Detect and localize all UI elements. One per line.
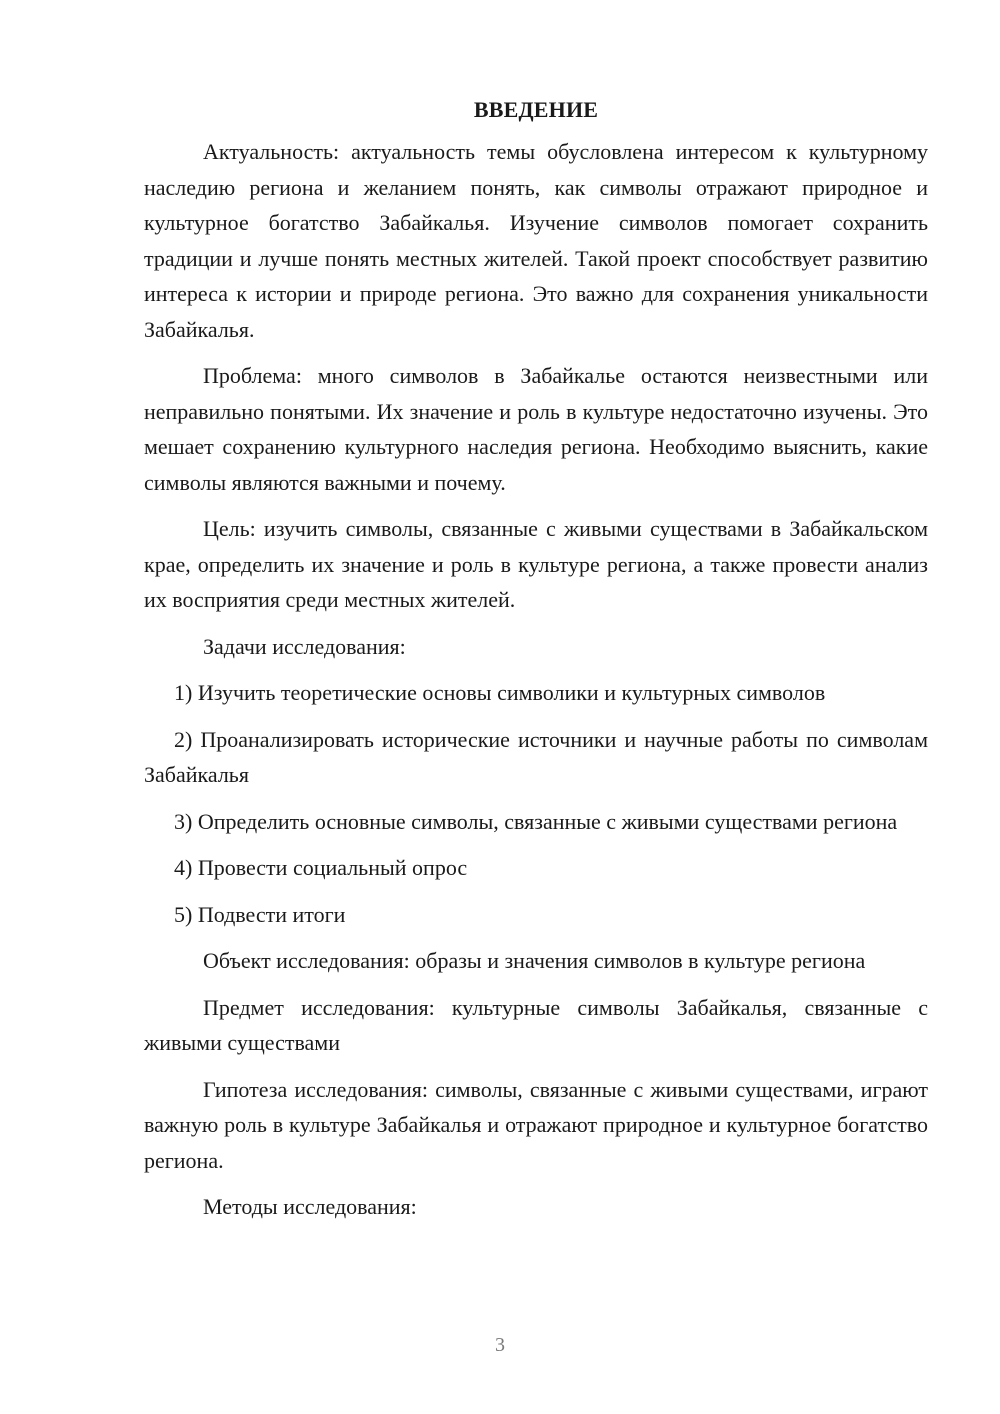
task-item-5: 5) Подвести итоги	[174, 901, 346, 927]
paragraph-object: Объект исследования: образы и значения символов в культуре региона	[203, 948, 866, 973]
page-content	[144, 94, 928, 1236]
task-item-3: 3) Определить основные символы, связанные с живыми существами региона	[174, 808, 898, 834]
paragraph-subject: Предмет исследования: культурные символы Забайкалья, связанные с живыми существами	[144, 994, 928, 1055]
task-item-4: 4) Провести социальный опрос	[174, 855, 468, 880]
paragraph-methods: Методы исследования:	[203, 1194, 417, 1219]
paragraph-relevance: Актуальность: актуальность темы обусловлена интересом к культурному наследию региона и желанием понять, как символы отражают природное и культурное богатство Забайкалья. Изучение символов помогает сохранить традиции и лучше понять местных жителей. Такой проект способствует развитию интереса к истории и природе региона. Это важно для сохранения уникальности Забайкалья.	[144, 139, 928, 342]
page-number: 3	[495, 1334, 505, 1356]
paragraph-goal: Цель: изучить символы, связанные с живыми существами в Забайкальском крае, определить их значение и роль в культуре региона, а также провести анализ их восприятия среди местных жителей.	[144, 516, 928, 612]
task-item-2: 2) Проанализировать исторические источники и научные работы по символам Забайкалья	[144, 726, 928, 787]
page-title: ВВЕДЕНИЕ	[473, 97, 599, 122]
paragraph-problem: Проблема: много символов в Забайкалье остаются неизвестными или неправильно понятыми. Их значение и роль в культуре недостаточно изучены. Это мешает сохранению культурного наследия региона. Необходимо выяснить, какие символы являются важными и почему.	[144, 363, 928, 495]
task-item-1: 1) Изучить теоретические основы символики и культурных символов	[174, 680, 826, 705]
paragraph-hypothesis: Гипотеза исследования: символы, связанные с живыми существами, играют важную роль в культуре Забайкалья и отражают природное и культурное богатство региона.	[144, 1076, 928, 1173]
tasks-title: Задачи исследования:	[203, 633, 406, 659]
